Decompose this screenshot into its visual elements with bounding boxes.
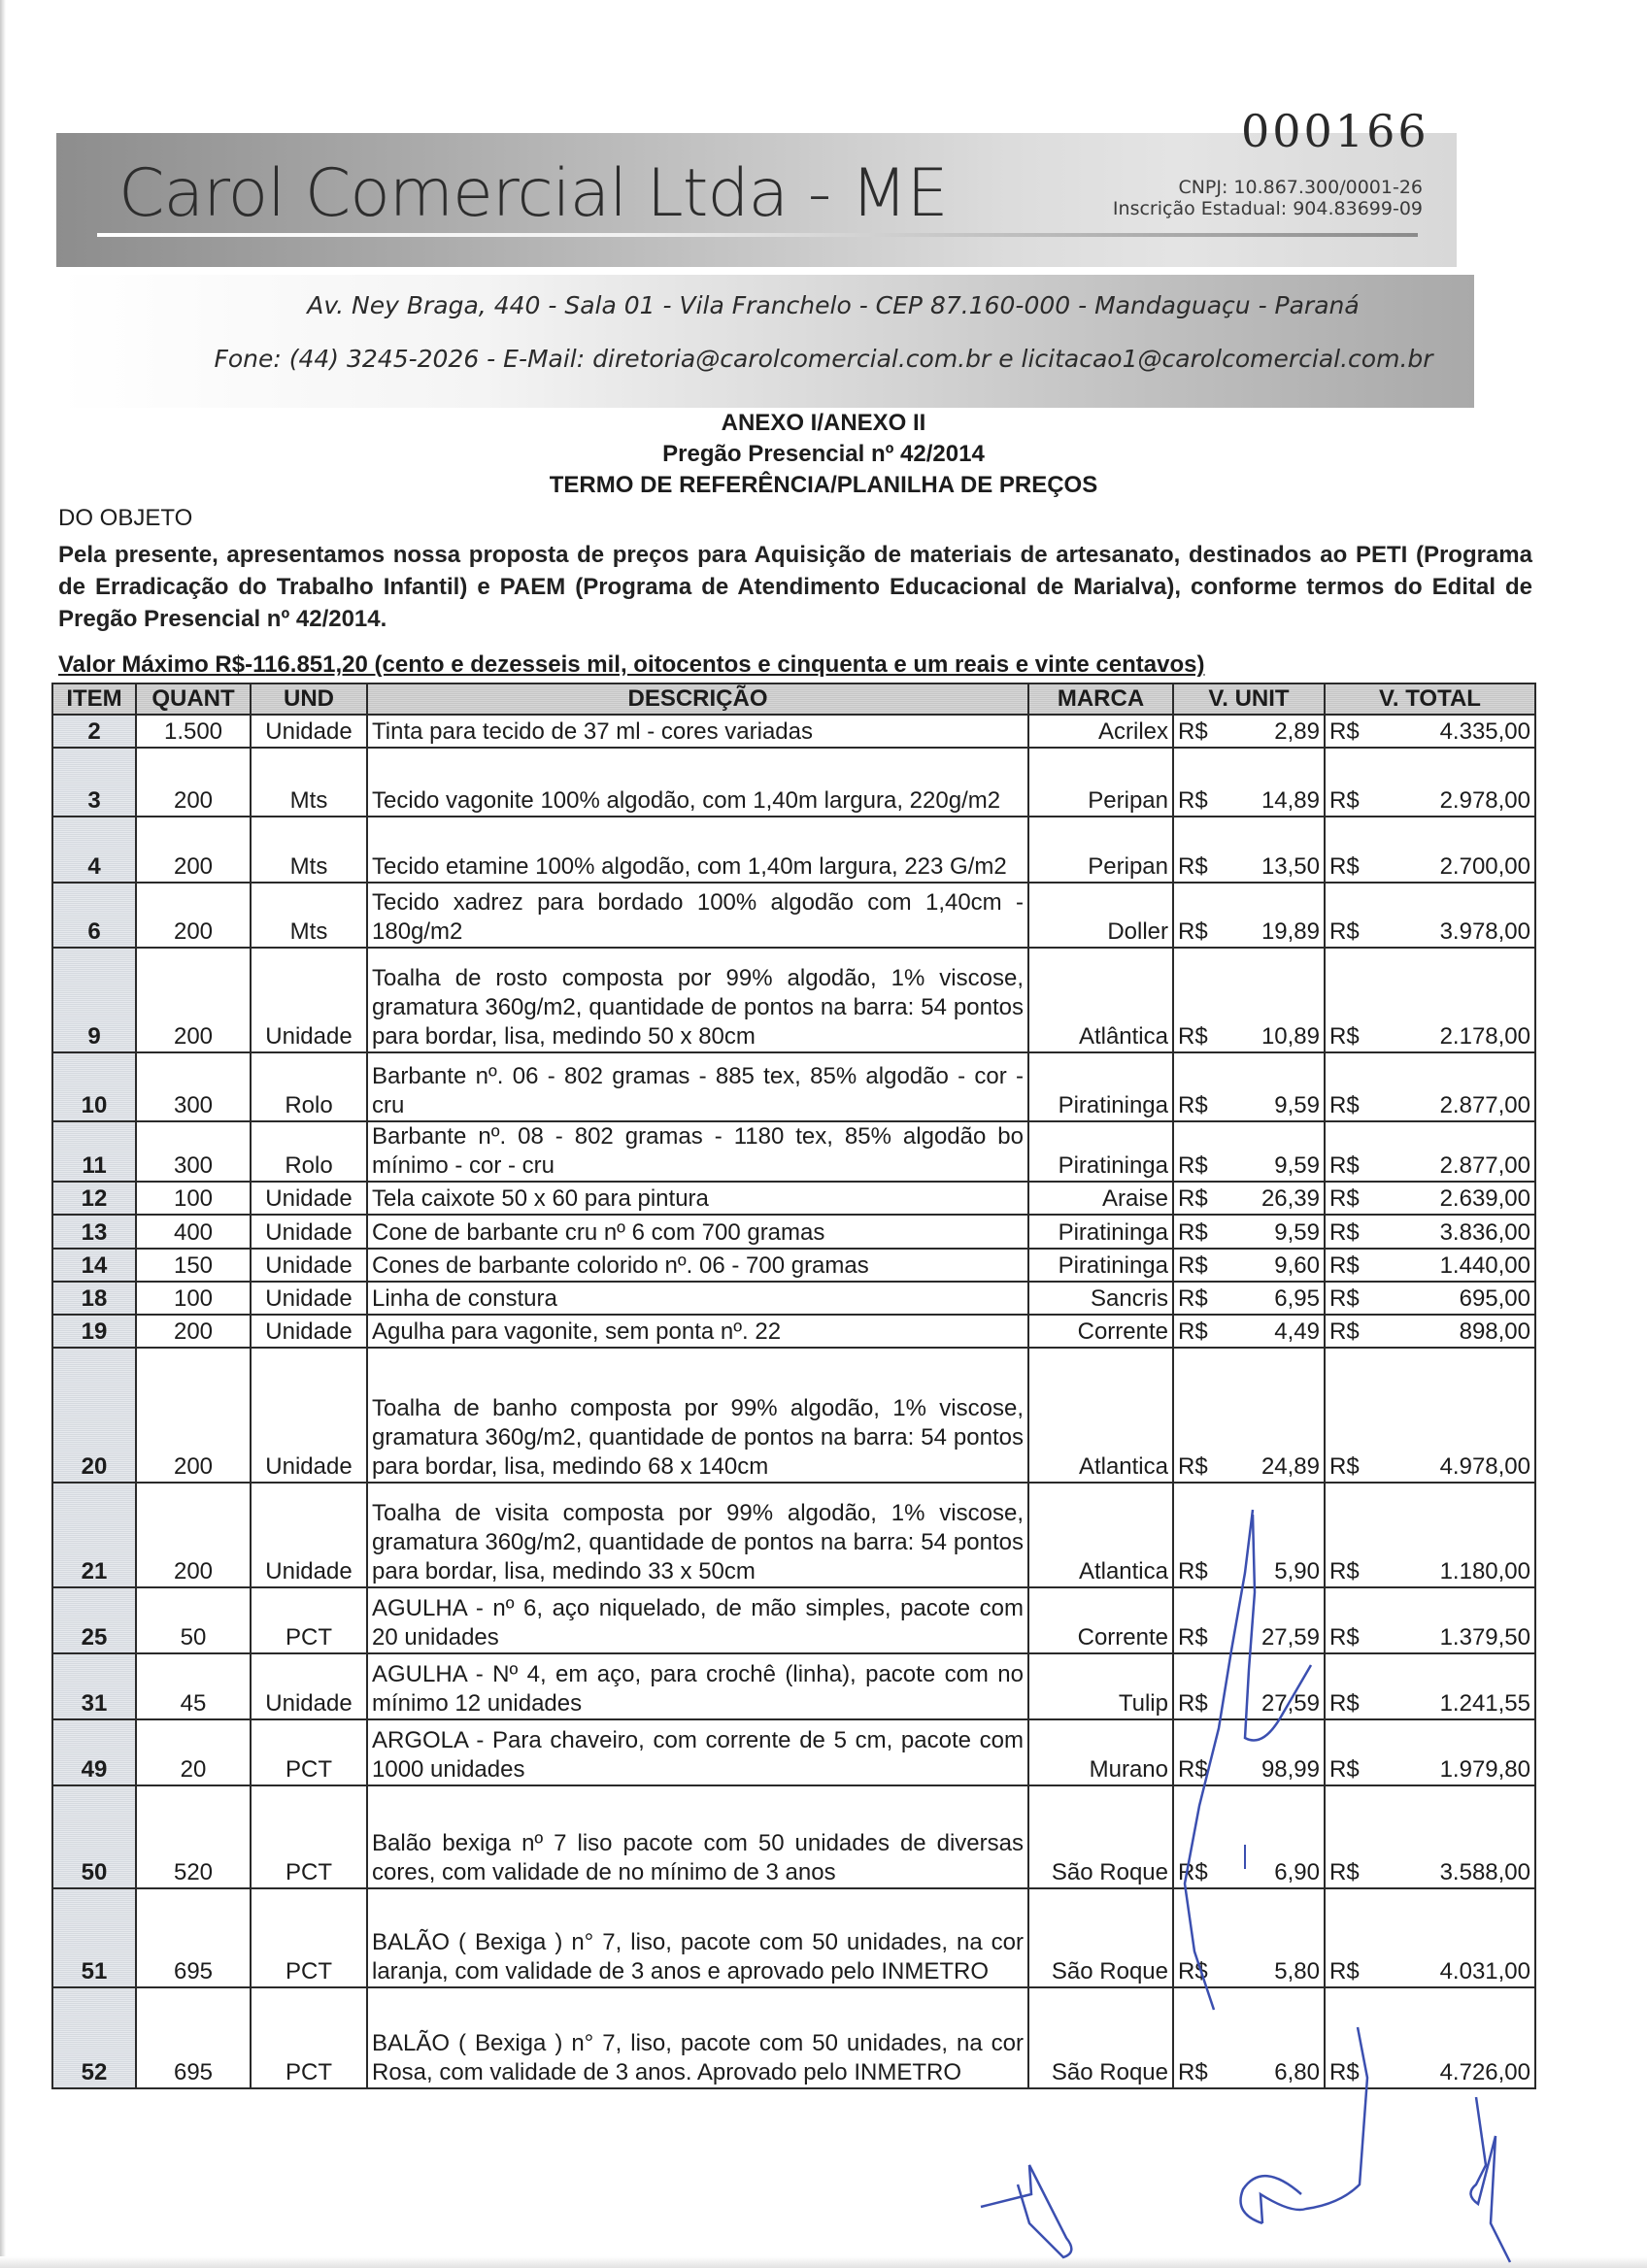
- cell-und: Unidade: [251, 1215, 367, 1249]
- cell-quant: 45: [136, 1653, 251, 1719]
- cell-total: [1325, 1348, 1535, 1483]
- cell-desc: Balão bexiga nº 7 liso pacote com 50 unidades de diversas cores, com validade de no mínimo de 3 anos: [367, 1785, 1028, 1888]
- table-row: [52, 1182, 1535, 1215]
- letterhead-divider: [97, 233, 1418, 237]
- cell-quant: 50: [136, 1587, 251, 1653]
- cell-desc: Tela caixote 50 x 60 para pintura: [367, 1182, 1028, 1215]
- company-address: Av. Ney Braga, 440 - Sala 01 - Vila Franchelo - CEP 87.160-000 - Mandaguaçu - Paraná: [307, 291, 1360, 319]
- unit-price: 27,59: [1260, 1624, 1320, 1651]
- cell-und: Unidade: [251, 715, 367, 748]
- price-table: [51, 683, 1536, 2089]
- total-price: 695,00: [1459, 1285, 1530, 1312]
- unit-price: 4,49: [1274, 1318, 1320, 1345]
- currency-symbol: R$: [1329, 787, 1360, 814]
- intro-paragraph: Pela presente, apresentamos nossa proposta de preços para Aquisição de materiais de artesanato, destinados ao PETI (Programa de Erradicação do Trabalho Infantil) e PAEM (Programa de Atendimento Educacional de Marialva), conforme termos do Edital de Pregão Presencial nº 42/2014.: [58, 542, 1532, 632]
- cell-unit: [1173, 1587, 1325, 1653]
- cell-unit: [1173, 1315, 1325, 1348]
- table-row: [52, 817, 1535, 883]
- currency-symbol: R$: [1178, 718, 1208, 745]
- currency-symbol: R$: [1178, 1624, 1208, 1651]
- currency-symbol: R$: [1178, 1558, 1208, 1584]
- section-label: DO OBJETO: [58, 505, 193, 531]
- cell-unit: [1173, 1785, 1325, 1888]
- currency-symbol: R$: [1329, 1152, 1360, 1179]
- cell-total: [1325, 1215, 1535, 1249]
- cell-item: 52: [52, 1987, 136, 2088]
- table-row: [52, 1719, 1535, 1785]
- cell-desc: Toalha de rosto composta por 99% algodão, 1% viscose, gramatura 360g/m2, quantidade de pontos na barra: 54 pontos para bordar, lisa, medindo 50 x 80cm: [367, 948, 1028, 1052]
- cell-marca: Araise: [1028, 1182, 1173, 1215]
- cell-marca: São Roque: [1028, 1987, 1173, 2088]
- cell-unit: [1173, 1215, 1325, 1249]
- cell-desc: Agulha para vagonite, sem ponta nº. 22: [367, 1315, 1028, 1348]
- cell-und: Rolo: [251, 1052, 367, 1121]
- table-row: [52, 1282, 1535, 1315]
- cell-unit: [1173, 1121, 1325, 1182]
- cell-total: [1325, 1315, 1535, 1348]
- total-price: 2.978,00: [1439, 787, 1530, 814]
- cell-und: Unidade: [251, 1182, 367, 1215]
- cell-item: 19: [52, 1315, 136, 1348]
- cell-marca: Atlantica: [1028, 1483, 1173, 1587]
- cell-unit: [1173, 1888, 1325, 1987]
- cell-unit: [1173, 817, 1325, 883]
- col-header-und: UND: [251, 684, 367, 715]
- cell-quant: 300: [136, 1121, 251, 1182]
- cell-item: 25: [52, 1587, 136, 1653]
- unit-price: 9,59: [1274, 1152, 1320, 1179]
- max-value-statement: Valor Máximo R$-116.851,20 (cento e dezesseis mil, oitocentos e cinquenta e um reais e vinte centavos): [58, 651, 1205, 678]
- table-row: [52, 1785, 1535, 1888]
- table-row: [52, 1249, 1535, 1282]
- cell-unit: [1173, 715, 1325, 748]
- cell-und: PCT: [251, 1587, 367, 1653]
- cell-item: 49: [52, 1719, 136, 1785]
- cell-unit: [1173, 1719, 1325, 1785]
- cell-und: Unidade: [251, 1653, 367, 1719]
- cell-desc: Toalha de banho composta por 99% algodão, 1% viscose, gramatura 360g/m2, quantidade de pontos na barra: 54 pontos para bordar, lisa, medindo 68 x 140cm: [367, 1348, 1028, 1483]
- cell-marca: Piratininga: [1028, 1052, 1173, 1121]
- currency-symbol: R$: [1178, 1092, 1208, 1118]
- unit-price: 14,89: [1260, 787, 1320, 814]
- total-price: 2.877,00: [1439, 1152, 1530, 1179]
- table-body: [52, 715, 1535, 2088]
- currency-symbol: R$: [1329, 1690, 1360, 1717]
- document-title: [0, 408, 1647, 501]
- cell-total: [1325, 1121, 1535, 1182]
- company-ids: [1015, 177, 1423, 219]
- currency-symbol: R$: [1329, 1023, 1360, 1050]
- cell-total: [1325, 1653, 1535, 1719]
- cell-quant: 200: [136, 883, 251, 948]
- cell-quant: 20: [136, 1719, 251, 1785]
- cell-marca: Atlantica: [1028, 1348, 1173, 1483]
- cell-quant: 695: [136, 1987, 251, 2088]
- cell-desc: Tinta para tecido de 37 ml - cores variadas: [367, 715, 1028, 748]
- cell-desc: Toalha de visita composta por 99% algodão, 1% viscose, gramatura 360g/m2, quantidade de pontos na barra: 54 pontos para bordar, lisa, medindo 33 x 50cm: [367, 1483, 1028, 1587]
- cell-unit: [1173, 1987, 1325, 2088]
- total-price: 4.978,00: [1439, 1453, 1530, 1480]
- currency-symbol: R$: [1178, 918, 1208, 945]
- table-row: [52, 1483, 1535, 1587]
- unit-price: 24,89: [1260, 1453, 1320, 1480]
- cell-quant: 100: [136, 1182, 251, 1215]
- unit-price: 6,80: [1274, 2059, 1320, 2085]
- cell-marca: Peripan: [1028, 817, 1173, 883]
- company-state-registration: Inscrição Estadual: 904.83699-09: [1112, 198, 1423, 219]
- cell-quant: 1.500: [136, 715, 251, 748]
- cell-quant: 400: [136, 1215, 251, 1249]
- total-price: 3.836,00: [1439, 1219, 1530, 1246]
- cell-desc: ARGOLA - Para chaveiro, com corrente de 5 cm, pacote com 1000 unidades: [367, 1719, 1028, 1785]
- cell-total: [1325, 1888, 1535, 1987]
- table-row: [52, 748, 1535, 817]
- currency-symbol: R$: [1178, 2059, 1208, 2085]
- cell-quant: 200: [136, 1483, 251, 1587]
- currency-symbol: R$: [1329, 1252, 1360, 1279]
- cell-desc: Cones de barbante colorido nº. 06 - 700 gramas: [367, 1249, 1028, 1282]
- cell-total: [1325, 1249, 1535, 1282]
- cell-item: 13: [52, 1215, 136, 1249]
- cell-item: 2: [52, 715, 136, 748]
- cell-marca: Peripan: [1028, 748, 1173, 817]
- total-price: 1.979,80: [1439, 1756, 1530, 1783]
- unit-price: 9,59: [1274, 1092, 1320, 1118]
- cell-unit: [1173, 1653, 1325, 1719]
- cell-desc: Linha de constura: [367, 1282, 1028, 1315]
- cell-quant: 150: [136, 1249, 251, 1282]
- cell-marca: São Roque: [1028, 1888, 1173, 1987]
- cell-total: [1325, 1719, 1535, 1785]
- cell-und: Unidade: [251, 1315, 367, 1348]
- currency-symbol: R$: [1178, 1958, 1208, 1984]
- cell-und: PCT: [251, 1719, 367, 1785]
- cell-marca: Tulip: [1028, 1653, 1173, 1719]
- table-row: [52, 948, 1535, 1052]
- cell-total: [1325, 748, 1535, 817]
- unit-price: 27,59: [1260, 1690, 1320, 1717]
- unit-price: 9,59: [1274, 1219, 1320, 1246]
- cell-desc: Barbante nº. 06 - 802 gramas - 885 tex, 85% algodão - cor - cru: [367, 1052, 1028, 1121]
- currency-symbol: R$: [1329, 1756, 1360, 1783]
- cell-marca: Corrente: [1028, 1315, 1173, 1348]
- cell-item: 10: [52, 1052, 136, 1121]
- cell-unit: [1173, 1052, 1325, 1121]
- cell-quant: 200: [136, 1348, 251, 1483]
- cell-quant: 200: [136, 948, 251, 1052]
- table-row: [52, 1121, 1535, 1182]
- cell-und: PCT: [251, 1888, 367, 1987]
- cell-und: PCT: [251, 1785, 367, 1888]
- signature-initials-3: [1470, 2097, 1510, 2262]
- table-row: [52, 1888, 1535, 1987]
- company-cnpj: CNPJ: 10.867.300/0001-26: [1178, 177, 1423, 198]
- cell-desc: BALÃO ( Bexiga ) n° 7, liso, pacote com 50 unidades, na cor Rosa, com validade de 3 anos. Aprovado pelo INMETRO: [367, 1987, 1028, 2088]
- cell-item: 12: [52, 1182, 136, 1215]
- unit-price: 98,99: [1260, 1756, 1320, 1783]
- unit-price: 5,80: [1274, 1958, 1320, 1984]
- cell-total: [1325, 948, 1535, 1052]
- cell-und: Mts: [251, 883, 367, 948]
- cell-marca: Acrilex: [1028, 715, 1173, 748]
- table-row: [52, 883, 1535, 948]
- total-price: 3.978,00: [1439, 918, 1530, 945]
- cell-total: [1325, 1483, 1535, 1587]
- cell-quant: 200: [136, 817, 251, 883]
- sheet-number-stamp: 000166: [1241, 105, 1429, 157]
- unit-price: 2,89: [1274, 718, 1320, 745]
- currency-symbol: R$: [1329, 1185, 1360, 1212]
- table-row: [52, 715, 1535, 748]
- cell-und: Mts: [251, 748, 367, 817]
- cell-unit: [1173, 1348, 1325, 1483]
- cell-desc: Barbante nº. 08 - 802 gramas - 1180 tex, 85% algodão bo mínimo - cor - cru: [367, 1121, 1028, 1182]
- currency-symbol: R$: [1329, 1219, 1360, 1246]
- unit-price: 6,95: [1274, 1285, 1320, 1312]
- currency-symbol: R$: [1329, 718, 1360, 745]
- table-row: [52, 1315, 1535, 1348]
- cell-und: Mts: [251, 817, 367, 883]
- currency-symbol: R$: [1329, 853, 1360, 880]
- currency-symbol: R$: [1178, 1453, 1208, 1480]
- scan-left-edge: [0, 0, 6, 2268]
- cell-total: [1325, 883, 1535, 948]
- cell-desc: Tecido etamine 100% algodão, com 1,40m largura, 223 G/m2: [367, 817, 1028, 883]
- total-price: 1.241,55: [1439, 1690, 1530, 1717]
- currency-symbol: R$: [1178, 853, 1208, 880]
- cell-item: 18: [52, 1282, 136, 1315]
- title-terms: TERMO DE REFERÊNCIA/PLANILHA DE PREÇOS: [549, 472, 1098, 498]
- cell-desc: AGULHA - nº 6, aço niquelado, de mão simples, pacote com 20 unidades: [367, 1587, 1028, 1653]
- cell-quant: 520: [136, 1785, 251, 1888]
- cell-total: [1325, 1052, 1535, 1121]
- company-name: Carol Comercial Ltda - ME: [118, 155, 948, 232]
- table-row: [52, 1052, 1535, 1121]
- cell-quant: 100: [136, 1282, 251, 1315]
- cell-item: 3: [52, 748, 136, 817]
- col-header-quant: QUANT: [136, 684, 251, 715]
- cell-quant: 300: [136, 1052, 251, 1121]
- cell-quant: 200: [136, 1315, 251, 1348]
- table-row: [52, 1587, 1535, 1653]
- cell-marca: São Roque: [1028, 1785, 1173, 1888]
- col-header-unit: V. UNIT: [1173, 684, 1325, 715]
- unit-price: 13,50: [1260, 853, 1320, 880]
- cell-desc: Tecido xadrez para bordado 100% algodão com 1,40cm - 180g/m2: [367, 883, 1028, 948]
- cell-marca: Doller: [1028, 883, 1173, 948]
- currency-symbol: R$: [1329, 1859, 1360, 1885]
- cell-unit: [1173, 1282, 1325, 1315]
- currency-symbol: R$: [1178, 1185, 1208, 1212]
- total-price: 4.726,00: [1439, 2059, 1530, 2085]
- cell-desc: BALÃO ( Bexiga ) n° 7, liso, pacote com 50 unidades, na cor laranja, com validade de 3 anos e aprovado pelo INMETRO: [367, 1888, 1028, 1987]
- cell-item: 4: [52, 817, 136, 883]
- cell-unit: [1173, 748, 1325, 817]
- cell-item: 20: [52, 1348, 136, 1483]
- cell-total: [1325, 1785, 1535, 1888]
- total-price: 1.440,00: [1439, 1252, 1530, 1279]
- cell-item: 14: [52, 1249, 136, 1282]
- cell-desc: AGULHA - Nº 4, em aço, para crochê (linha), pacote com no mínimo 12 unidades: [367, 1653, 1028, 1719]
- currency-symbol: R$: [1178, 1152, 1208, 1179]
- table-row: [52, 1653, 1535, 1719]
- cell-unit: [1173, 948, 1325, 1052]
- unit-price: 5,90: [1274, 1558, 1320, 1584]
- cell-und: Unidade: [251, 948, 367, 1052]
- total-price: 4.031,00: [1439, 1958, 1530, 1984]
- cell-item: 21: [52, 1483, 136, 1587]
- table-row: [52, 1987, 1535, 2088]
- table-row: [52, 1215, 1535, 1249]
- total-price: 4.335,00: [1439, 718, 1530, 745]
- cell-marca: Piratininga: [1028, 1249, 1173, 1282]
- cell-marca: Piratininga: [1028, 1215, 1173, 1249]
- cell-unit: [1173, 1182, 1325, 1215]
- cell-marca: Corrente: [1028, 1587, 1173, 1653]
- cell-total: [1325, 1282, 1535, 1315]
- cell-desc: Cone de barbante cru nº 6 com 700 gramas: [367, 1215, 1028, 1249]
- currency-symbol: R$: [1178, 787, 1208, 814]
- currency-symbol: R$: [1329, 1092, 1360, 1118]
- total-price: 2.639,00: [1439, 1185, 1530, 1212]
- currency-symbol: R$: [1329, 1958, 1360, 1984]
- total-price: 2.178,00: [1439, 1023, 1530, 1050]
- cell-marca: Piratininga: [1028, 1121, 1173, 1182]
- table-row: [52, 1348, 1535, 1483]
- total-price: 2.877,00: [1439, 1092, 1530, 1118]
- cell-und: Unidade: [251, 1282, 367, 1315]
- table-header-row: [52, 684, 1535, 715]
- currency-symbol: R$: [1178, 1859, 1208, 1885]
- cell-unit: [1173, 883, 1325, 948]
- cell-marca: Murano: [1028, 1719, 1173, 1785]
- cell-item: 50: [52, 1785, 136, 1888]
- cell-und: Unidade: [251, 1483, 367, 1587]
- total-price: 3.588,00: [1439, 1859, 1530, 1885]
- currency-symbol: R$: [1329, 1453, 1360, 1480]
- cell-und: PCT: [251, 1987, 367, 2088]
- cell-item: 6: [52, 883, 136, 948]
- currency-symbol: R$: [1178, 1318, 1208, 1345]
- cell-total: [1325, 1587, 1535, 1653]
- col-header-marca: MARCA: [1028, 684, 1173, 715]
- total-price: 898,00: [1459, 1318, 1530, 1345]
- title-tender: Pregão Presencial nº 42/2014: [662, 441, 985, 467]
- cell-quant: 695: [136, 1888, 251, 1987]
- cell-item: 11: [52, 1121, 136, 1182]
- cell-marca: Sancris: [1028, 1282, 1173, 1315]
- company-contact: Fone: (44) 3245-2026 - E-Mail: diretoria@carolcomercial.com.br e licitacao1@carolcomercial.com.br: [214, 345, 1433, 373]
- total-price: 1.180,00: [1439, 1558, 1530, 1584]
- cell-und: Unidade: [251, 1348, 367, 1483]
- total-price: 2.700,00: [1439, 853, 1530, 880]
- currency-symbol: R$: [1329, 1624, 1360, 1651]
- currency-symbol: R$: [1329, 1558, 1360, 1584]
- cell-marca: Atlântica: [1028, 948, 1173, 1052]
- currency-symbol: R$: [1178, 1690, 1208, 1717]
- cell-item: 9: [52, 948, 136, 1052]
- total-price: 1.379,50: [1439, 1624, 1530, 1651]
- cell-unit: [1173, 1249, 1325, 1282]
- cell-item: 51: [52, 1888, 136, 1987]
- currency-symbol: R$: [1178, 1756, 1208, 1783]
- cell-total: [1325, 1182, 1535, 1215]
- currency-symbol: R$: [1329, 1285, 1360, 1312]
- currency-symbol: R$: [1329, 2059, 1360, 2085]
- cell-quant: 200: [136, 748, 251, 817]
- currency-symbol: R$: [1178, 1219, 1208, 1246]
- cell-und: Unidade: [251, 1249, 367, 1282]
- currency-symbol: R$: [1178, 1023, 1208, 1050]
- col-header-desc: DESCRIÇÃO: [367, 684, 1028, 715]
- currency-symbol: R$: [1329, 1318, 1360, 1345]
- unit-price: 6,90: [1274, 1859, 1320, 1885]
- cell-total: [1325, 1987, 1535, 2088]
- col-header-item: ITEM: [52, 684, 136, 715]
- unit-price: 19,89: [1260, 918, 1320, 945]
- scan-bottom-edge: [0, 2256, 1647, 2268]
- cell-total: [1325, 817, 1535, 883]
- unit-price: 9,60: [1274, 1252, 1320, 1279]
- currency-symbol: R$: [1329, 918, 1360, 945]
- col-header-total: V. TOTAL: [1325, 684, 1535, 715]
- signature-initials-1: [981, 2165, 1071, 2257]
- currency-symbol: R$: [1178, 1252, 1208, 1279]
- cell-total: [1325, 715, 1535, 748]
- unit-price: 26,39: [1260, 1185, 1320, 1212]
- unit-price: 10,89: [1260, 1023, 1320, 1050]
- title-annex: ANEXO I/ANEXO II: [721, 410, 926, 436]
- currency-symbol: R$: [1178, 1285, 1208, 1312]
- cell-desc: Tecido vagonite 100% algodão, com 1,40m largura, 220g/m2: [367, 748, 1028, 817]
- cell-und: Rolo: [251, 1121, 367, 1182]
- cell-item: 31: [52, 1653, 136, 1719]
- cell-unit: [1173, 1483, 1325, 1587]
